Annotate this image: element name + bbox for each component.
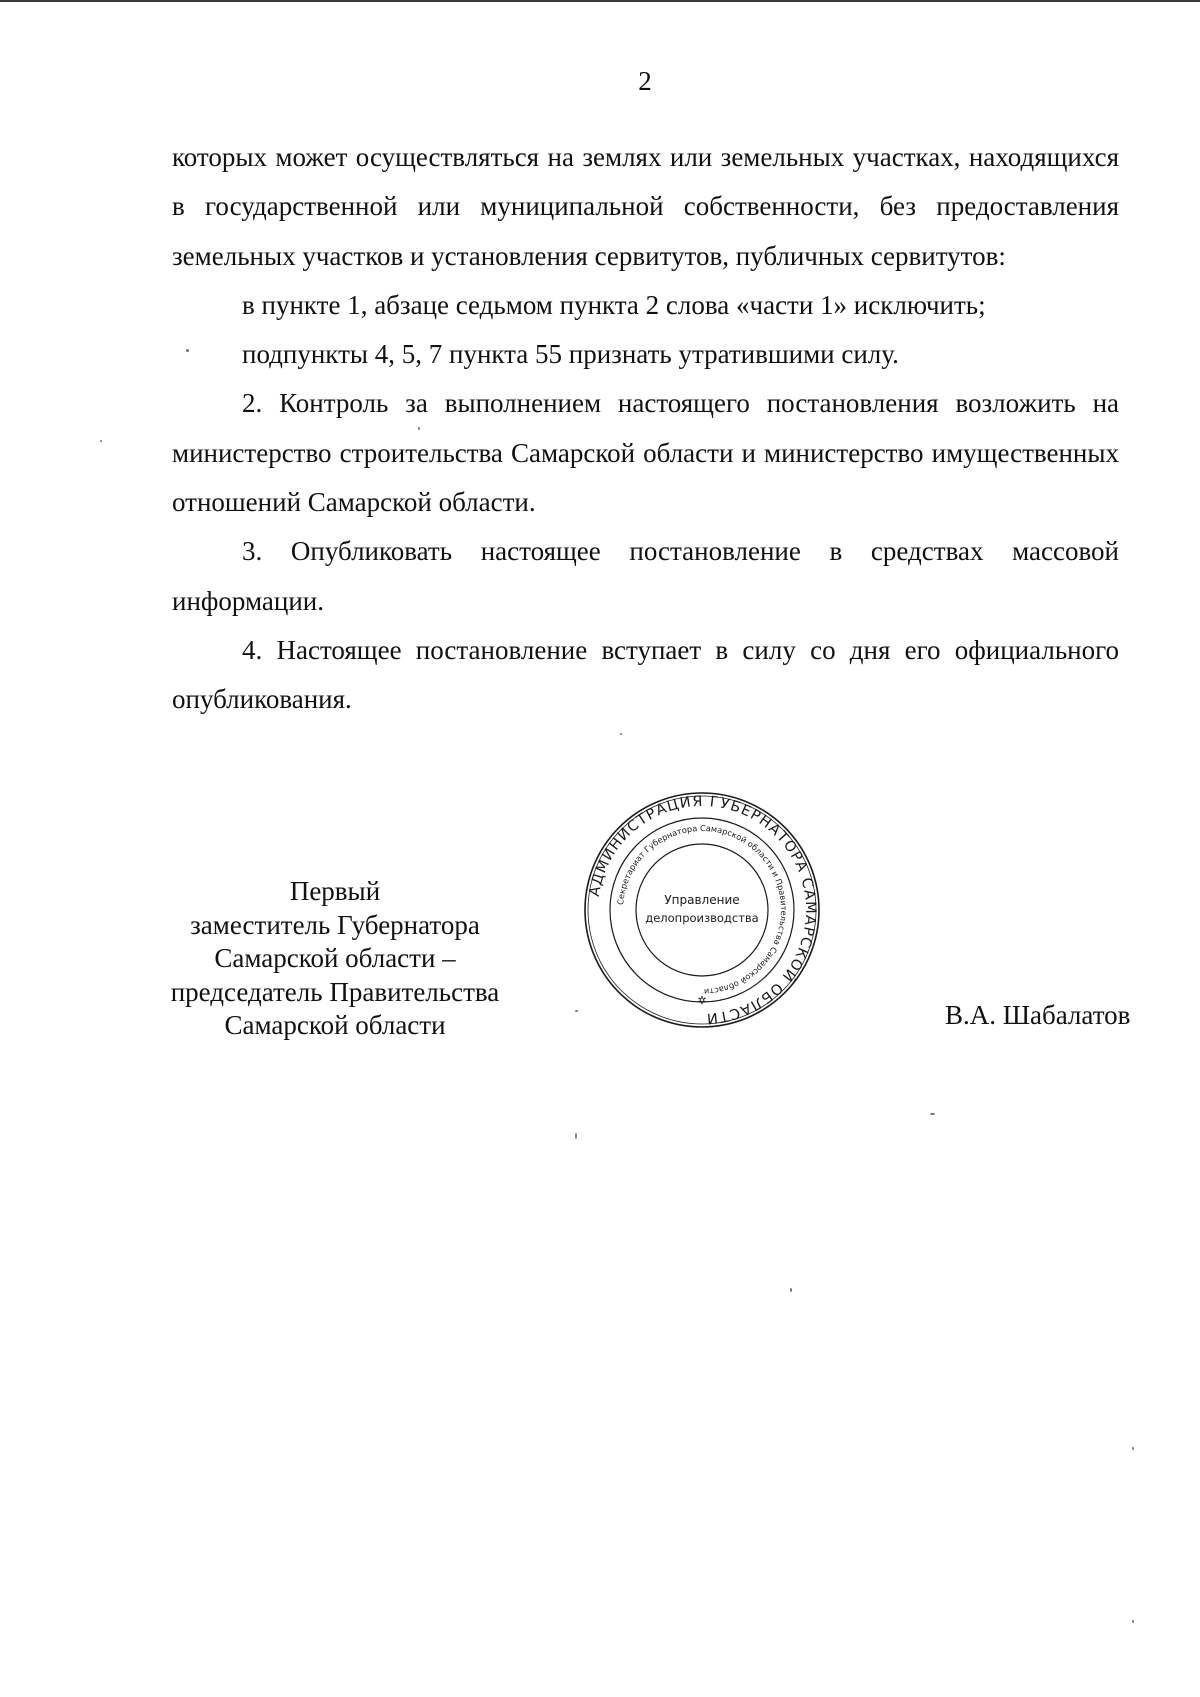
document-body	[172, 133, 1119, 725]
paragraph: 4. Настоящее постановление вступает в силу со дня его официального опубликования.	[172, 634, 1119, 715]
scan-speck	[1132, 1447, 1134, 1450]
paragraph: подпункты 4, 5, 7 пункта 55 признать утратившими силу.	[242, 339, 899, 370]
seal-middle-ring	[610, 818, 794, 1002]
page-number: 2	[638, 66, 652, 96]
seal-inner-ring	[636, 844, 768, 976]
paragraph: которых может осуществляться на землях или земельных участках, находящихся в государственной или муниципальной собственности, без предоставления земельных участков и установления сервитутов, публичных сервитутов:	[172, 142, 1119, 271]
official-seal-stamp	[582, 790, 822, 1030]
paragraph: 3. Опубликовать настоящее постановление в средствах массовой информации.	[172, 536, 1119, 616]
scan-speck	[100, 440, 102, 442]
seal-inner-ring-text: Секретариат Губернатора Самарской области и Правительства Самарской области	[615, 822, 790, 998]
top-border-line	[0, 0, 1200, 2]
position-line: Самарской области –	[214, 943, 456, 973]
scan-speck	[790, 1288, 792, 1292]
paragraph: 2. Контроль за выполнением настоящего постановления возложить на министерство строительства Самарской области и министерство имущественных отношений Самарской области.	[172, 388, 1119, 518]
seal-center-line-1: Управление	[664, 893, 740, 907]
signer-name: В.А. Шабалатов	[945, 1000, 1131, 1030]
scan-speck	[1132, 1620, 1134, 1623]
position-line: председатель Правительства	[170, 976, 500, 1007]
seal-outer-ring-text: АДМИНИСТРАЦИЯ ГУБЕРНАТОРА САМАРСКОЙ ОБЛАСТИ	[586, 793, 819, 1027]
scan-speck	[620, 733, 622, 735]
scan-speck	[575, 1010, 578, 1012]
position-line: заместитель Губернатора	[190, 909, 480, 940]
scan-speck	[575, 1133, 577, 1139]
seal-center-line-2: делопроизводства	[645, 911, 759, 925]
signatory-position	[150, 875, 520, 1043]
paragraph: в пункте 1, абзаце седьмом пункта 2 слова «части 1» исключить;	[242, 289, 986, 320]
seal-star-icon: ✲	[697, 994, 707, 1007]
position-line: Самарской области	[224, 1010, 446, 1040]
scan-speck	[418, 427, 420, 430]
position-line: Первый	[289, 876, 381, 906]
scan-speck	[186, 349, 189, 352]
scan-speck	[930, 1113, 935, 1115]
